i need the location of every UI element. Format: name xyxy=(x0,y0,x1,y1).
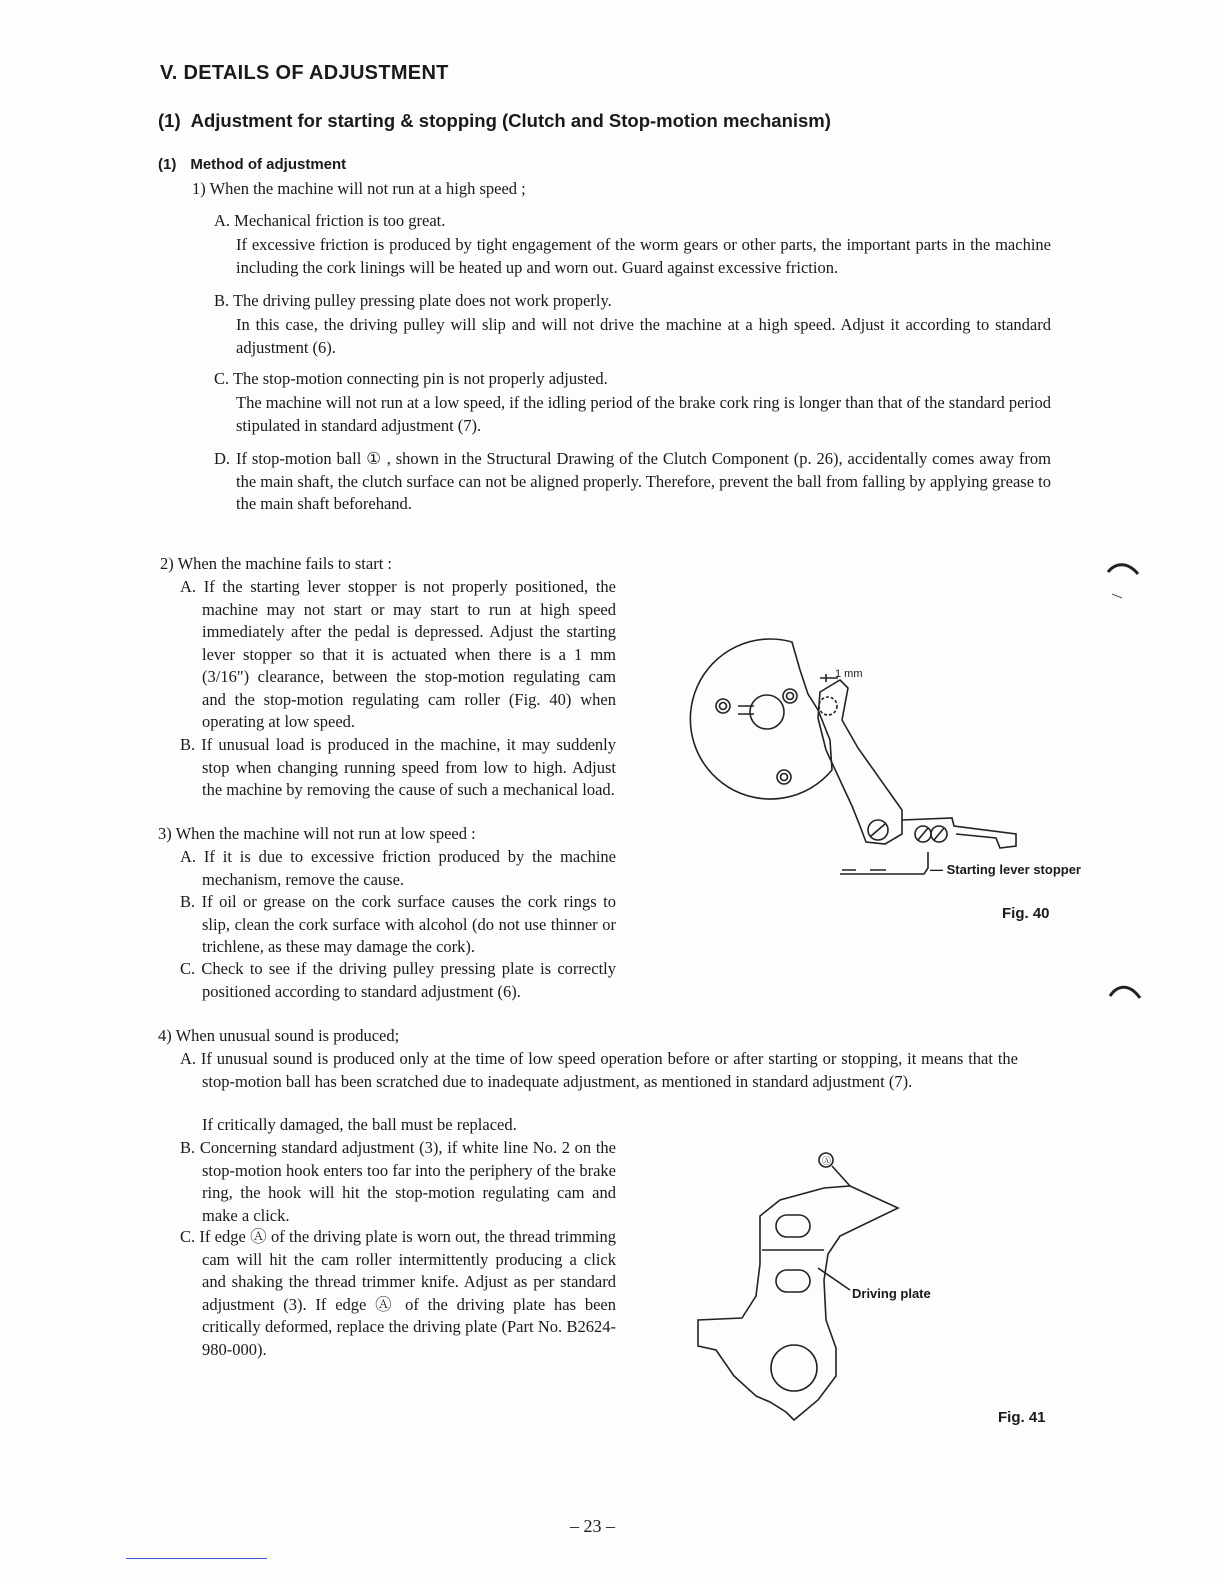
item-4a-extra: If critically damaged, the ball must be replaced. xyxy=(202,1115,517,1134)
margin-mark-top xyxy=(1102,560,1142,600)
margin-mark-bottom xyxy=(1104,980,1144,1010)
item-1b-body: In this case, the driving pulley will slip and will not drive the machine at a high speed. Adjust it according to standard adjustment (6). xyxy=(236,315,1051,357)
subsection-title: Method of adjustment xyxy=(190,156,347,173)
item-3a: A. If it is due to excessive friction produced by the machine mechanism, remove the cause. xyxy=(180,847,616,889)
item-4a: A. If unusual sound is produced only at the time of low speed operation before or after starting or stopping, it means that the stop-motion ball has been scratched due to inadequate adjustment, as mentioned in standard adjustment (7). xyxy=(180,1049,1018,1091)
item-1c-label: C. The stop-motion connecting pin is not properly adjusted. xyxy=(214,369,608,388)
item-1c-body: The machine will not run at a low speed, if the idling period of the brake cork ring is longer than that of the standard period stipulated in standard adjustment (7). xyxy=(236,393,1051,435)
fig41-label: Fig. 41 xyxy=(998,1409,1046,1426)
item-1-title: 1) When the machine will not run at a high speed ; xyxy=(192,179,526,198)
item-4b: B. Concerning standard adjustment (3), if white line No. 2 on the stop-motion hook enters too far into the periphery of the brake ring, the hook will hit the stop-motion regulating cam and make a click. xyxy=(180,1138,616,1225)
item-2a: A. If the starting lever stopper is not properly positioned, the machine may not start or may start to run at high speed immediately after the pedal is depressed. Adjust the starting lever stopper so that it is actuated when there is a 1 mm (3/16") clearance, between the stop-motion regulating cam and the stop-motion regulating cam roller (Fig. 40) when operating at low speed. xyxy=(180,577,616,731)
item-1d-label: D. xyxy=(214,449,231,468)
item-2b: B. If unusual load is produced in the machine, it may suddenly stop when changing running speed from low to high. Adjust the machine by removing the cause of such a mechanical load. xyxy=(180,735,616,799)
page-heading: V. DETAILS OF ADJUSTMENT xyxy=(160,62,449,84)
item-1a-label: A. Mechanical friction is too great. xyxy=(214,211,446,230)
subsection-heading xyxy=(158,156,346,173)
subsection-number: (1) xyxy=(158,156,177,173)
section-number: (1) xyxy=(158,110,181,131)
section-title: Adjustment for starting & stopping (Clutch and Stop-motion mechanism) xyxy=(190,110,831,131)
item-1a-body: If excessive friction is produced by tight engagement of the worm gears or other parts, the important parts in the machine including the cork linings will be heated up and worn out. Guard against excessive friction. xyxy=(236,235,1051,277)
fig41-edge-mark: Ⓐ xyxy=(822,1156,832,1166)
fig40-dimension: 1 mm xyxy=(835,668,863,680)
item-2-title: 2) When the machine fails to start : xyxy=(160,554,392,573)
item-4-title: 4) When unusual sound is produced; xyxy=(158,1026,400,1045)
footer-rule xyxy=(126,1558,267,1559)
item-1b-label: B. The driving pulley pressing plate does not work properly. xyxy=(214,291,612,310)
fig41-callout: Driving plate xyxy=(852,1286,931,1301)
item-3c: C. Check to see if the driving pulley pressing plate is correctly positioned according to standard adjustment (6). xyxy=(180,959,616,1001)
fig40-callout: — Starting lever stopper xyxy=(930,862,1081,877)
item-1d-body: If stop-motion ball ① , shown in the Structural Drawing of the Clutch Component (p. 26), accidentally comes away from the main shaft, the clutch surface can not be aligned properly. Therefore, prevent the ball from falling by applying grease to the main shaft beforehand. xyxy=(236,449,1051,513)
section-heading xyxy=(158,110,831,132)
item-3-title: 3) When the machine will not run at low speed : xyxy=(158,824,476,843)
item-4c: C. If edge Ⓐ of the driving plate is worn out, the thread trimming cam will hit the cam roller intermittently producing a click and shaking the thread trimmer knife. Adjust as per standard adjustment (3). If edge Ⓐ of the driving plate has been critically deformed, replace the driving plate (Part No. B2624-980-000). xyxy=(180,1227,616,1359)
fig40-label: Fig. 40 xyxy=(1002,905,1050,922)
item-3b: B. If oil or grease on the cork surface causes the cork rings to slip, clean the cork surface with alcohol (do not use thinner or trichlene, as these may damage the cork). xyxy=(180,892,616,956)
page-number: – 23 – xyxy=(570,1516,615,1536)
fig40-callout-text: Starting lever stopper xyxy=(946,862,1081,877)
